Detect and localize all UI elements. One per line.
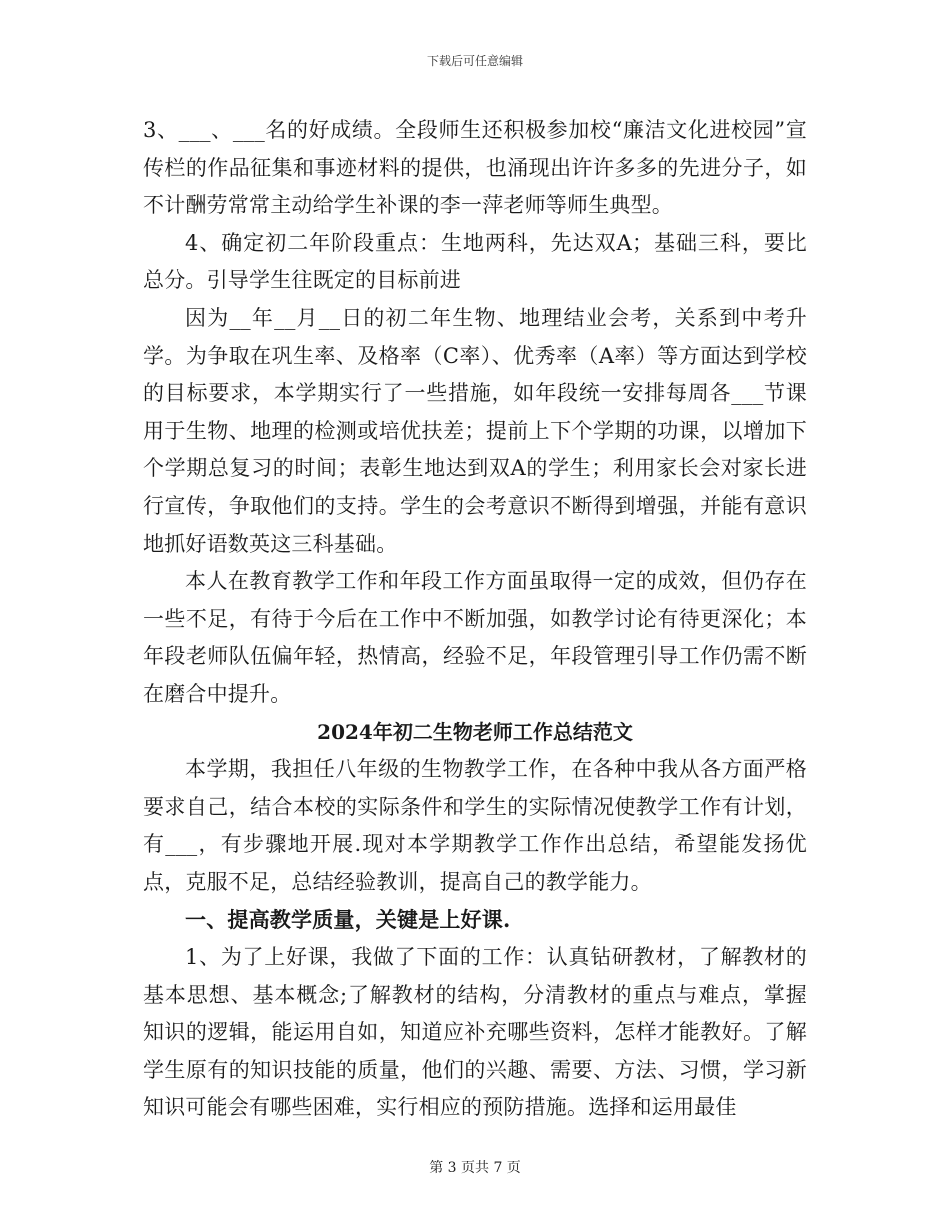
section-title: 2024年初二生物老师工作总结范文 — [317, 719, 633, 744]
paragraph-intro: 本学期，我担任八年级的生物教学工作，在各种中我从各方面严格要求自己，结合本校的实际条件和学生的实际情况使教学工作有计划，有___，有步骤地开展.现对本学期教学工作作出总结，希望能发扬优点，克服不足，总结经验教训，提高自己的教学能力。 — [143, 757, 807, 894]
document-body — [143, 112, 807, 1127]
page-header: 下载后可任意编辑 — [426, 54, 523, 68]
heading-improve-quality: 一、提高教学质量，关键是上好课. — [185, 907, 511, 933]
paragraph-shortcomings: 本人在教育教学工作和年段工作方面虽取得一定的成效，但仍存在一些不足，有待于今后在工作中不断加强，如教学讨论有待更深化；本年段老师队伍偏年轻，热情高，经验不足，年段管理引导工作仍需不断在磨合中提升。 — [143, 569, 807, 706]
paragraph-continuation: 3、___、___名的好成绩。全段师生还积极参加校“廉洁文化进校园”宣传栏的作品征集和事迹材料的提供，也涌现出许许多多的先进分子，如不计酬劳常常主动给学生补课的李一萍老师等师生典型。 — [143, 118, 807, 218]
paragraph-point-4: 4、确定初二年阶段重点：生地两科，先达双A；基础三科，要比总分。引导学生往既定的目标前进 — [143, 230, 807, 293]
page-footer: 第 3 页共 7 页 — [429, 1160, 521, 1176]
paragraph-exam: 因为__年__月__日的初二年生物、地理结业会考，关系到中考升学。为争取在巩生率、及格率（C率）、优秀率（A率）等方面达到学校的目标要求，本学期实行了一些措施，如年段统一安排每周各___节课用于生物、地理的检测或培优扶差；提前上下个学期的功课，以增加下个学期总复习的时间；表彰生地达到双A的学生；利用家长会对家长进行宣传，争取他们的支持。学生的会考意识不断得到增强，并能有意识地抓好语数英这三科基础。 — [143, 305, 807, 556]
paragraph-point-1: 1、为了上好课，我做了下面的工作：认真钻研教材，了解教材的基本思想、基本概念;了解教材的结构，分清教材的重点与难点，掌握知识的逻辑，能运用自如，知道应补充哪些资料，怎样才能教好。了解学生原有的知识技能的质量，他们的兴趣、需要、方法、习惯，学习新知识可能会有哪些困难，实行相应的预防措施。选择和运用最佳 — [143, 945, 807, 1120]
